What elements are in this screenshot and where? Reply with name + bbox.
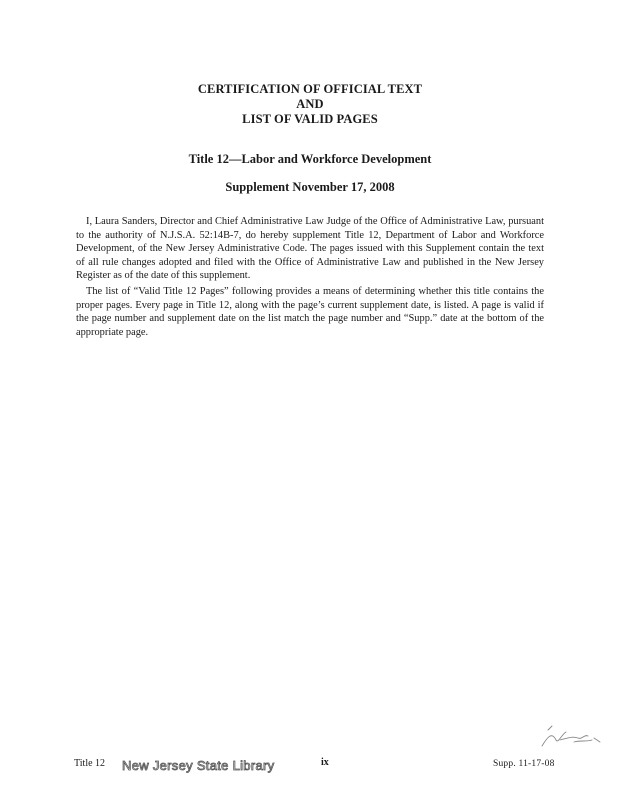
valid-pages-paragraph: The list of “Valid Title 12 Pages” following provides a means of determining whether this title contains the proper pages. Every page in Title 12, along with the page’s current supplement date, is listed. A page is valid if the page number and supplement date on the list match the page number and “Supp.” date at the bottom of the appropriate page. <box>76 286 544 338</box>
signature-mark <box>538 722 608 752</box>
header-line-1: CERTIFICATION OF OFFICIAL TEXT <box>197 82 423 96</box>
page-number: ix <box>321 757 329 768</box>
library-stamp: New Jersey State Library <box>122 758 275 773</box>
supplement-date: Supp. 11-17-08 <box>493 759 555 769</box>
title-heading: Title 12—Labor and Workforce Development <box>188 152 432 166</box>
footer-title-label: Title 12 <box>74 758 106 769</box>
header-line-2: AND <box>296 97 324 111</box>
page-footer <box>0 756 620 776</box>
certification-header <box>0 82 620 127</box>
supplement-heading: Supplement November 17, 2008 <box>225 180 395 194</box>
header-line-3: LIST OF VALID PAGES <box>242 112 378 126</box>
certification-paragraph: I, Laura Sanders, Director and Chief Administrative Law Judge of the Office of Administrative Law, pursuant to the authority of N.J.S.A. 52:14B-7, do hereby supplement Title 12, Department of Labor and Workforce Development, of the New Jersey Administrative Code. The pages issued with this Supplement contain the text of all rule changes adopted and filed with the Office of Administrative Law and published in the New Jersey Register as of the date of this supplement. <box>76 216 544 282</box>
